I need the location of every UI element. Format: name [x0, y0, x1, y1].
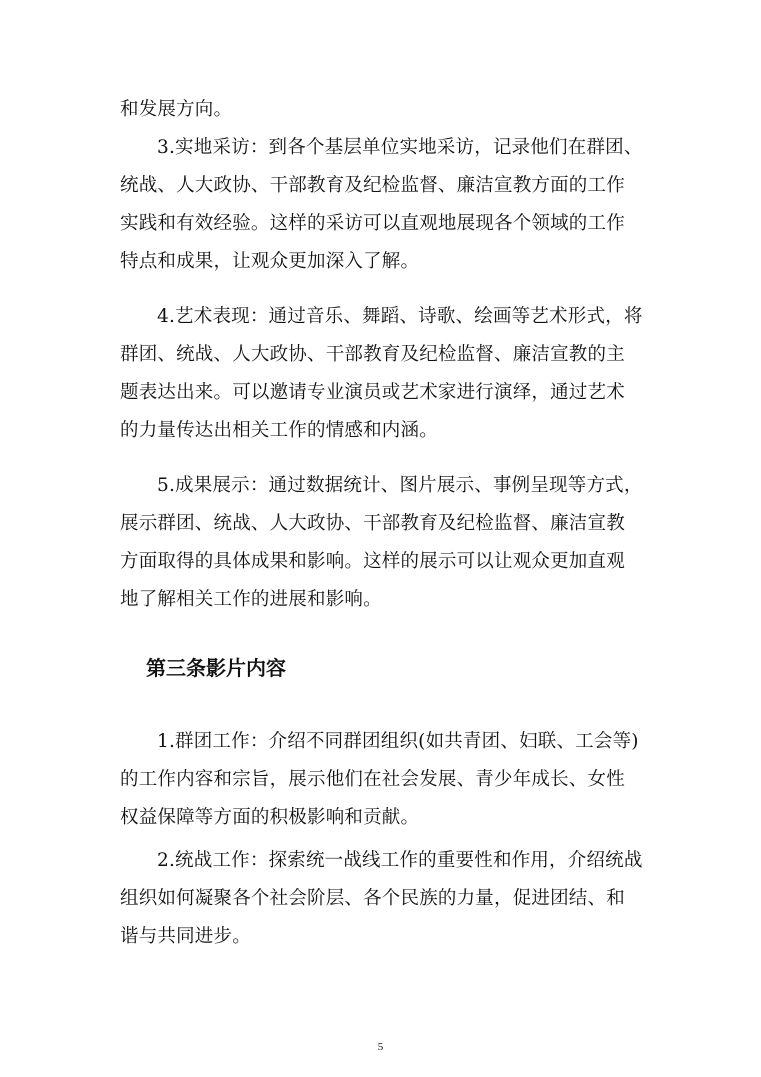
paragraph-line: 方面取得的具体成果和影响。这样的展示可以让观众更加直观	[120, 551, 625, 572]
paragraph-line: 展示群团、统战、人大政协、干部教育及纪检监督、廉洁宣教	[120, 513, 625, 534]
paragraph-line: 和发展方向。	[120, 99, 233, 120]
paragraph-line: 2.统战工作：探索统一战线工作的重要性和作用，介绍统战	[157, 850, 643, 871]
paragraph-line: 谐与共同进步。	[120, 926, 251, 947]
paragraph-line: 1.群团工作：介绍不同群团组织(如共青团、妇联、工会等)	[157, 731, 639, 752]
paragraph-line: 地了解相关工作的进展和影响。	[120, 589, 382, 610]
paragraph-line: 实践和有效经验。这样的采访可以直观地展现各个领域的工作	[120, 213, 625, 234]
paragraph-line: 5.成果展示：通过数据统计、图片展示、事例呈现等方式，	[157, 475, 643, 496]
paragraph-line: 3.实地采访：到各个基层单位实地采访，记录他们在群团、	[157, 137, 643, 158]
paragraph-line: 的力量传达出相关工作的情感和内涵。	[120, 420, 438, 441]
paragraph-line: 群团、统战、人大政协、干部教育及纪检监督、廉洁宣教的主	[120, 344, 625, 365]
paragraph-line: 特点和成果，让观众更加深入了解。	[120, 251, 420, 272]
paragraph-line: 组织如何凝聚各个社会阶层、各个民族的力量，促进团结、和	[120, 888, 625, 909]
paragraph-line: 权益保障等方面的积极影响和贡献。	[120, 807, 420, 828]
paragraph-line: 统战、人大政协、干部教育及纪检监督、廉洁宣教方面的工作	[120, 175, 625, 196]
paragraph-line: 4.艺术表现：通过音乐、舞蹈、诗歌、绘画等艺术形式，将	[157, 306, 643, 327]
paragraph-line: 题表达出来。可以邀请专业演员或艺术家进行演绎，通过艺术	[120, 382, 625, 403]
section-heading: 第三条影片内容	[146, 656, 286, 680]
paragraph-line: 的工作内容和宗旨，展示他们在社会发展、青少年成长、女性	[120, 769, 625, 790]
page-number: 5	[377, 1041, 384, 1053]
